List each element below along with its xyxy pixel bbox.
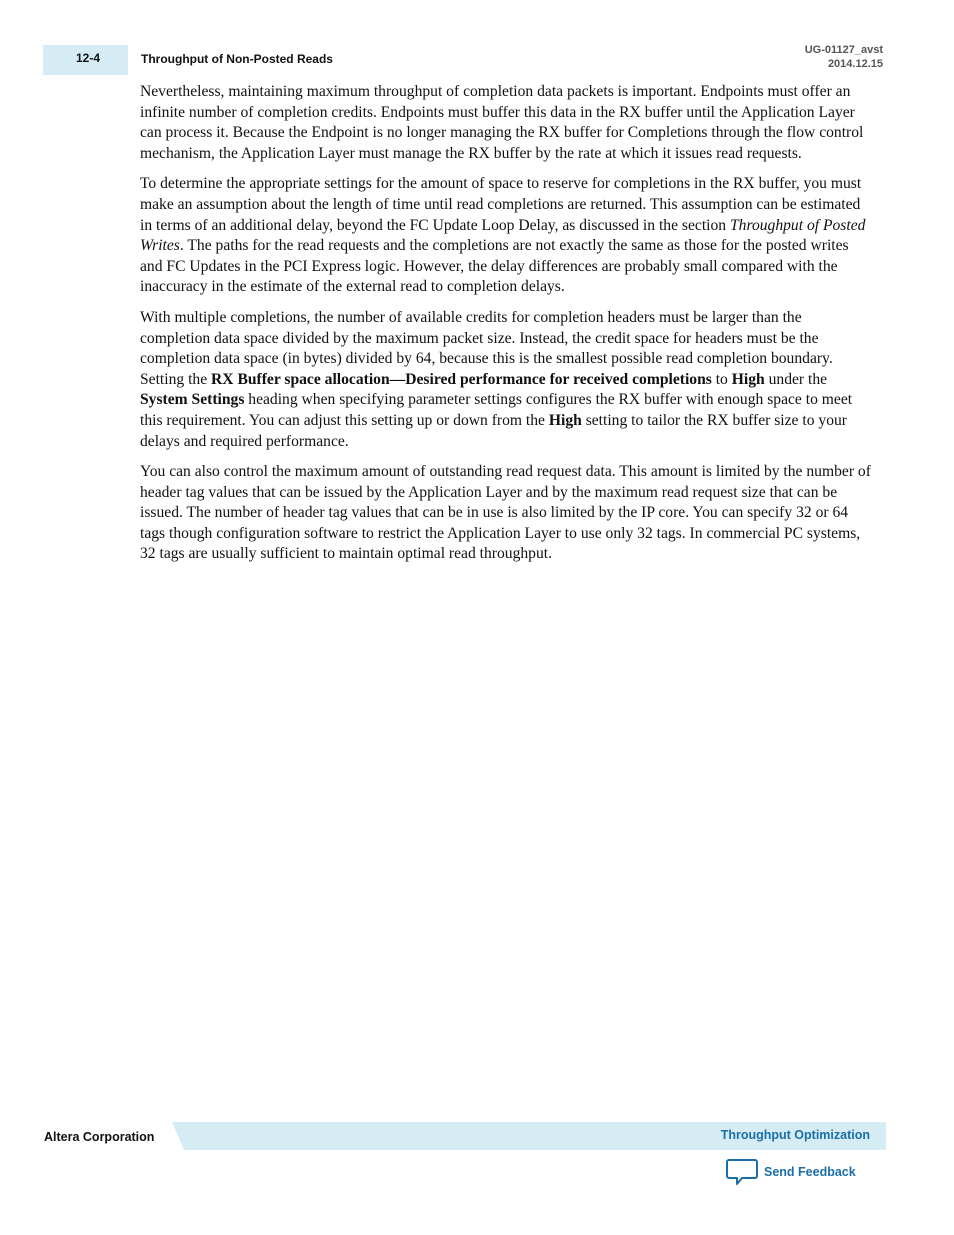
body-text xyxy=(140,82,872,575)
setting-name: RX Buffer space allocation—Desired performance for received completions xyxy=(211,370,712,388)
paragraph-1: Nevertheless, maintaining maximum throughput of completion data packets is important. Endpoints must offer an infinite number of completion credits. Endpoints must buffer this data in the RX buffer until the Application Layer can process it. Because the Endpoint is no longer managing the RX buffer for Completions through the flow control mechanism, the Application Layer must manage the RX buffer by the rate at which it issues read requests. xyxy=(140,83,864,162)
document-date: 2014.12.15 xyxy=(827,58,883,70)
heading-name: System Settings xyxy=(140,391,245,409)
paragraph-3-text-d: under the xyxy=(764,370,828,388)
paragraph-2-text-a: To determine the appropriate settings for the amount of space to reserve for completions in the RX buffer, you must make an assumption about the length of time until read completions are returned. This assumption can be estimated in terms of an additional delay, beyond the FC Update Loop Delay, as discussed in the section xyxy=(140,175,862,234)
send-feedback-link[interactable] xyxy=(726,1158,856,1186)
page-number: 12-4 xyxy=(76,51,101,65)
running-header-title: Throughput of Non-Posted Reads xyxy=(141,52,333,66)
document-id: UG-01127_avst xyxy=(804,44,883,56)
paragraph-3-text-c: to xyxy=(711,370,732,388)
paragraph-2 xyxy=(140,174,872,298)
paragraph-2-text-b: . The paths for the read requests and the completions are not exactly the same as those for the posted writes and FC Updates in the PCI Express logic. However, the delay differences are probably small compared with the inaccuracy in the estimate of the external read to completion delays. xyxy=(140,237,849,296)
paragraph-3-text-a: With multiple completions, the number of available credits for completion headers must be larger than the completion data space divided by the maximum packet size. Instead, the credit space for headers must be the completion data space (in bytes) divided by 64, because this is the smallest possible read completion boundary. Setting the xyxy=(140,308,833,388)
setting-value-high-2: High xyxy=(548,411,582,429)
document-id-block xyxy=(805,43,883,71)
paragraph-3-text-e: heading when specifying parameter settings configures the RX buffer with enough space to meet this requirement. You can adjust this setting up or down from the xyxy=(140,391,853,429)
footer-company: Altera Corporation xyxy=(44,1130,155,1144)
footer-chapter-title: Throughput Optimization xyxy=(720,1128,870,1142)
paragraph-4: You can also control the maximum amount of outstanding read request data. This amount is limited by the number of header tag values that can be issued by the Application Layer and by the maximum read request size that can be issued. The number of header tag values that can be in use is also limited by the IP core. You can specify 32 or 64 tags though configuration software to restrict the Application Layer to use only 32 tags. In commercial PC systems, 32 tags are usually sufficient to maintain optimal read throughput. xyxy=(140,463,871,563)
paragraph-3-text-f: setting to tailor the RX buffer size to your delays and required performance. xyxy=(140,411,847,450)
paragraph-3 xyxy=(140,308,872,452)
send-feedback-label: Send Feedback xyxy=(764,1165,856,1179)
setting-value-high: High xyxy=(731,370,765,388)
speech-bubble-icon xyxy=(726,1158,758,1186)
cross-reference: Throughput of Posted Writes xyxy=(140,216,866,255)
